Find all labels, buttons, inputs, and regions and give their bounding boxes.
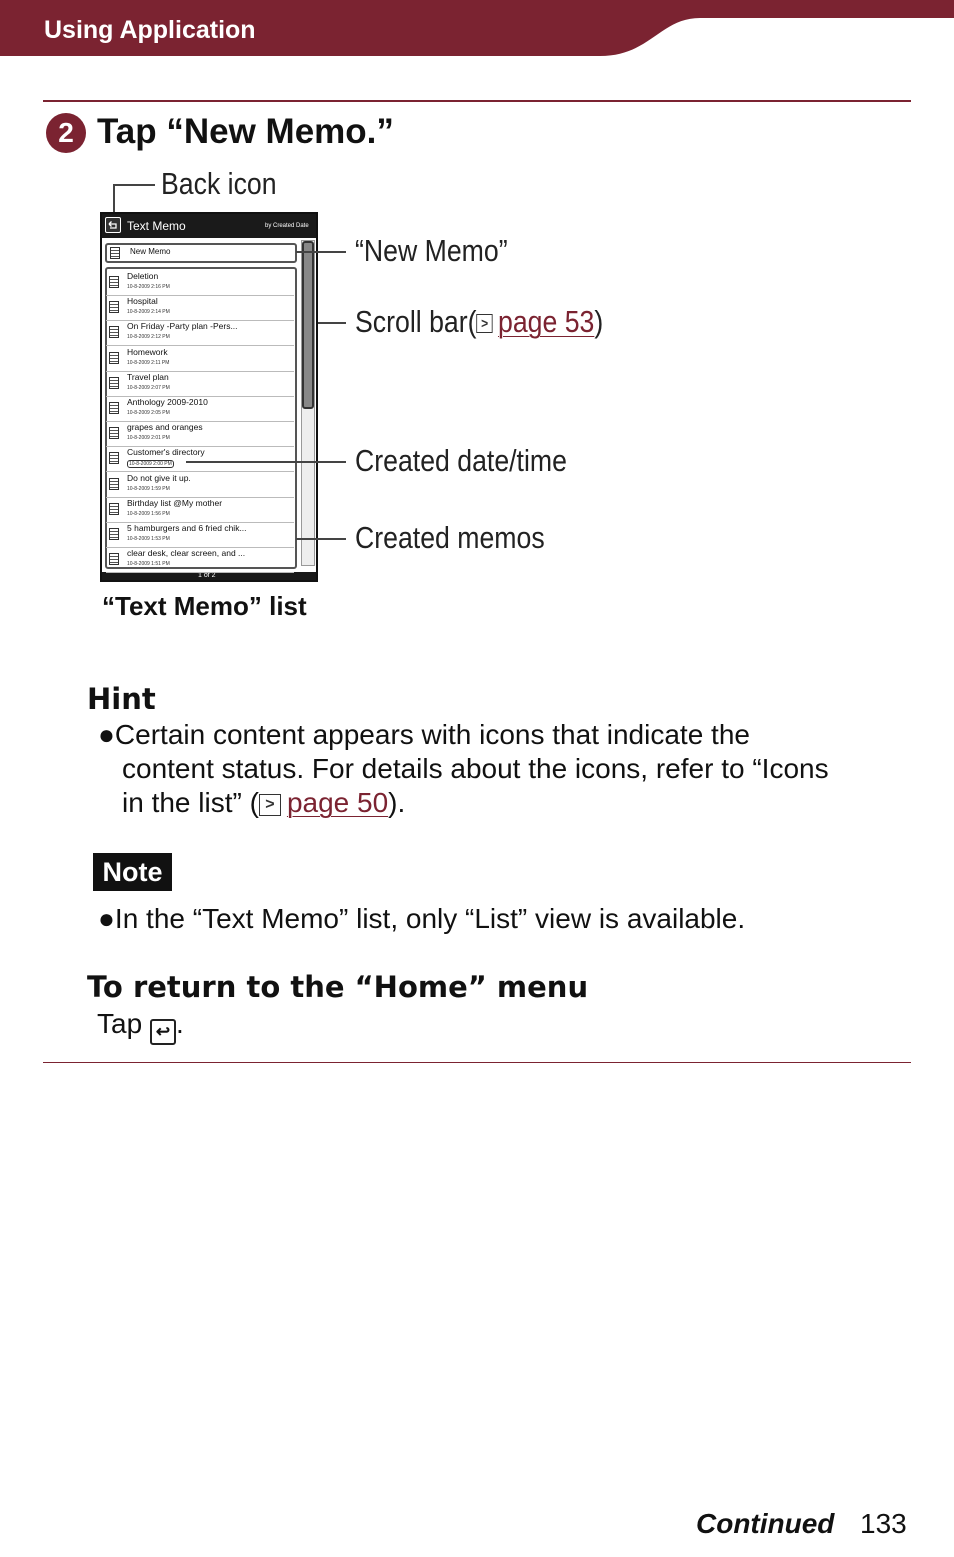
device-screen-title: Text Memo xyxy=(127,219,186,233)
bottom-divider xyxy=(43,1062,911,1063)
memo-title: Customer's directory xyxy=(127,447,205,458)
leader-line xyxy=(296,538,346,540)
memo-date: 10-8-2009 1:53 PM xyxy=(127,536,170,542)
tap-word: Tap xyxy=(97,1008,143,1039)
hint-line-3 xyxy=(122,786,405,820)
memo-list-item[interactable] xyxy=(106,547,294,573)
callout-new-memo: “New Memo” xyxy=(355,233,508,268)
hint-line-1: Certain content appears with icons that indicate the xyxy=(114,719,750,750)
return-home-instruction xyxy=(97,1007,184,1045)
page-indicator: 1 of 2 xyxy=(198,572,216,579)
memo-date: 10-8-2009 2:00 PM xyxy=(129,461,172,468)
memo-title: Birthday list @My mother xyxy=(127,497,223,508)
return-home-heading: To return to the “Home” menu xyxy=(87,970,589,1004)
back-icon[interactable] xyxy=(105,217,121,233)
memo-title: Hospital xyxy=(127,296,158,307)
back-arrow-icon xyxy=(106,218,119,231)
step-title: Tap “New Memo.” xyxy=(97,112,394,151)
continued-label: Continued xyxy=(696,1508,835,1539)
page-50-link[interactable]: page 50 xyxy=(286,787,389,818)
memo-title: Deletion xyxy=(127,271,159,281)
note-text: In the “Text Memo” list, only “List” view is available. xyxy=(114,903,746,934)
callout-scroll-bar-close: ) xyxy=(594,304,604,339)
new-memo-icon xyxy=(110,247,120,259)
memo-list-item[interactable] xyxy=(106,472,294,498)
leader-line xyxy=(113,184,155,186)
memo-icon xyxy=(109,528,119,540)
memo-list-item[interactable] xyxy=(106,346,294,372)
memo-date: 10-8-2009 2:16 PM xyxy=(127,284,170,290)
back-icon: ↩ xyxy=(150,1019,176,1045)
memo-list-item[interactable] xyxy=(106,497,294,523)
memo-title: grapes and oranges xyxy=(127,422,203,433)
hint-heading: Hint xyxy=(87,682,156,716)
memo-icon xyxy=(109,301,119,313)
hint-bullet xyxy=(98,718,750,752)
bullet-icon: ● xyxy=(98,719,115,750)
leader-line xyxy=(318,322,346,324)
device-screenshot xyxy=(100,212,318,582)
memo-date: 10-8-2009 2:05 PM xyxy=(127,410,170,416)
memo-list-item[interactable] xyxy=(106,371,294,397)
memo-title: Anthology 2009-2010 xyxy=(127,397,208,407)
memo-date: 10-8-2009 2:14 PM xyxy=(127,309,170,316)
memo-title: 5 hamburgers and 6 fried chik... xyxy=(127,523,247,533)
memo-list-item[interactable] xyxy=(106,522,294,548)
new-memo-label: New Memo xyxy=(130,247,171,256)
memo-list-item[interactable] xyxy=(106,320,294,346)
hint-line-3-pre: in the list” ( xyxy=(122,787,259,818)
memo-date: 10-8-2009 1:51 PM xyxy=(127,561,170,568)
memo-title: On Friday -Party plan -Pers... xyxy=(127,321,238,332)
scroll-bar-thumb[interactable] xyxy=(302,241,314,409)
memo-icon xyxy=(109,402,119,414)
memo-date: 10-8-2009 1:56 PM xyxy=(127,510,170,517)
memo-icon xyxy=(109,427,119,439)
leader-line xyxy=(186,461,346,463)
memo-date: 10-8-2009 2:07 PM xyxy=(127,384,170,391)
memo-date: 10-8-2009 2:01 PM xyxy=(127,435,170,442)
note-label: Note xyxy=(93,853,172,891)
callout-created-datetime: Created date/time xyxy=(355,443,567,478)
memo-date: 10-8-2009 1:59 PM xyxy=(127,485,170,492)
page-reference-icon: > xyxy=(259,794,281,816)
section-title: Using Application xyxy=(44,16,256,44)
callout-scroll-bar xyxy=(355,304,603,340)
memo-list-item[interactable] xyxy=(106,270,294,296)
callout-back-icon: Back icon xyxy=(161,166,277,201)
note-bullet xyxy=(98,902,745,936)
memo-title: Do not give it up. xyxy=(127,472,191,483)
memo-list-item[interactable] xyxy=(106,446,294,472)
memo-date: 10-8-2009 2:12 PM xyxy=(127,334,170,341)
period: . xyxy=(175,1008,184,1039)
memo-icon xyxy=(109,553,119,565)
page-53-link[interactable]: page 53 xyxy=(497,304,595,339)
memo-list-item[interactable] xyxy=(106,396,294,422)
sort-label[interactable]: by Created Date xyxy=(265,223,309,229)
top-divider xyxy=(43,100,911,102)
memo-icon xyxy=(109,478,119,490)
new-memo-button[interactable] xyxy=(105,243,297,263)
memo-list-item[interactable] xyxy=(106,421,294,447)
memo-icon xyxy=(109,452,119,464)
callout-scroll-bar-label: Scroll bar( xyxy=(355,304,477,339)
hint-line-3-post: ). xyxy=(388,787,406,818)
leader-line xyxy=(296,251,346,253)
page-reference-icon: > xyxy=(476,314,492,333)
step-number-badge: 2 xyxy=(46,113,86,153)
memo-icon xyxy=(109,276,119,288)
hint-line-2: content status. For details about the icons, refer to “Icons xyxy=(122,753,829,784)
memo-icon xyxy=(109,326,119,338)
memo-icon xyxy=(109,377,119,389)
memo-title: clear desk, clear screen, and ... xyxy=(127,548,246,559)
bullet-icon: ● xyxy=(98,903,115,934)
memo-title: Homework xyxy=(127,346,168,357)
memo-date: 10-8-2009 2:11 PM xyxy=(127,359,170,366)
page-number: 133 xyxy=(860,1508,907,1539)
callout-created-memos: Created memos xyxy=(355,520,545,555)
memo-list-item[interactable] xyxy=(106,295,294,321)
figure-caption: “Text Memo” list xyxy=(102,591,307,621)
memo-icon xyxy=(109,352,119,364)
memo-title: Travel plan xyxy=(127,371,169,382)
memo-icon xyxy=(109,503,119,515)
